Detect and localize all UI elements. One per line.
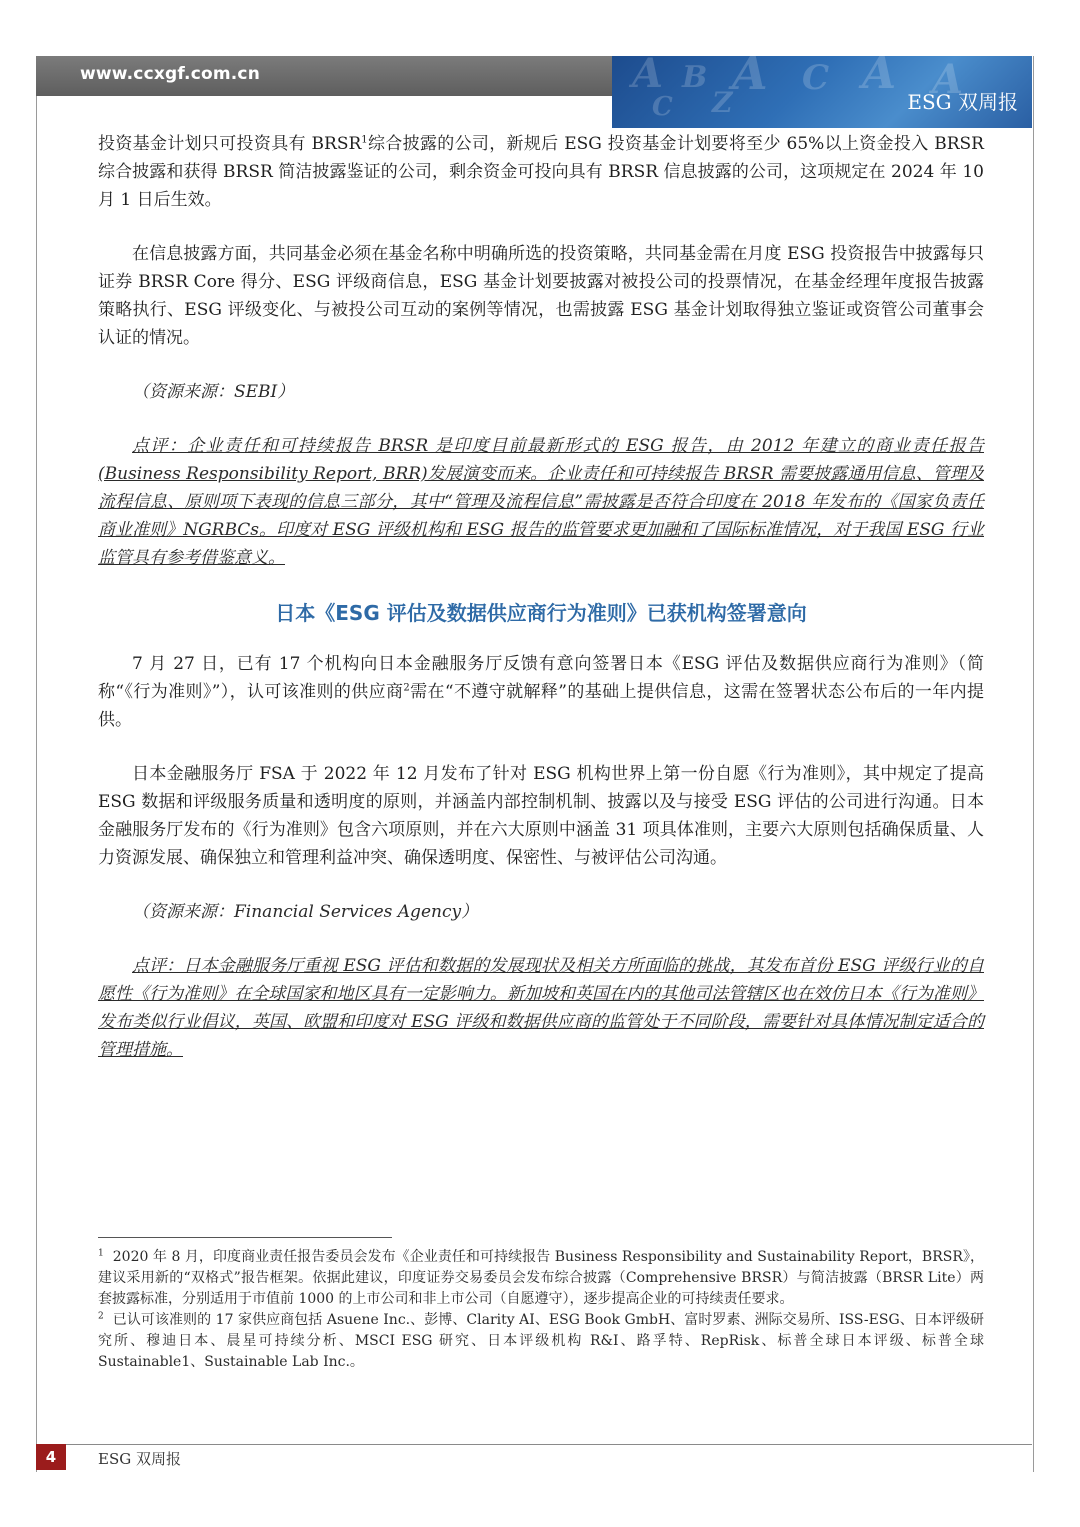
commentary: 点评：企业责任和可持续报告 BRSR 是印度目前最新形式的 ESG 报告，由 2012 年建立的商业责任报告(Business Responsibility Report, BRR)发展演变而来。企业责任和可持续报告 BRSR 需要披露通用信息、管理及流程信息、原则项下表现的信息三部分，其中“管理及流程信息”需披露是否符合印度在 2018 年发布的《国家负责任商业准则》NGRBCs。印度对 ESG 评级机构和 ESG 报告的监管要求更加融和了国际标准情况，对于我国 ESG 行业监管具有参考借鉴意义。 xyxy=(98,436,984,568)
banner-decoration: A xyxy=(632,56,664,97)
body-paragraph: 在信息披露方面，共同基金必须在基金名称中明确所选的投资策略，共同基金需在月度 ESG 投资报告中披露每只证券 BRSR Core 得分、ESG 评级商信息，ESG 基金计划要披露对被投公司的投票情况，在基金经理年度报告披露策略执行、ESG 评级变化、与被投公司互动的案例等情况，也需披露 ESG 基金计划取得独立鉴证或资管公司董事会认证的情况。 xyxy=(98,244,984,348)
footnote-divider xyxy=(98,1237,392,1238)
source-note: （资源来源：SEBI） xyxy=(132,382,295,402)
banner-decoration: C xyxy=(802,58,830,98)
newsletter-title: ESG 双周报 xyxy=(907,90,1018,114)
main-content xyxy=(98,130,984,1090)
footnote-1: $^1$ 2020 年 8 月，印度商业责任报告委员会发布《企业责任和可持续报告 Business Responsibility and Sustainability Report，BRSR》，建议采用新的“双格式”报告框架。依据此建议，印度证券交易委员会发布综合披露（Comprehensive BRSR）与简洁披露（BRSR Lite）两套披露标准，分别适用于市值前 1000 的上市公司和非上市公司（自愿遵守），逐步提高企业的可持续责任要求。 xyxy=(98,1248,985,1307)
section-heading: 日本《ESG 评估及数据供应商行为准则》已获机构签署意向 xyxy=(275,601,807,625)
footer-label: ESG 双周报 xyxy=(98,1450,181,1468)
header-url[interactable]: www.ccxgf.com.cn xyxy=(80,64,261,84)
banner-decoration: A xyxy=(932,56,964,103)
body-paragraph: 日本金融服务厅 FSA 于 2022 年 12 月发布了针对 ESG 机构世界上第一份自愿《行为准则》，其中规定了提高 ESG 数据和评级服务质量和透明度的原则，并涵盖内部控制机制、披露以及与接受 ESG 评估的公司进行沟通。日本金融服务厅发布的《行为准则》包含六项原则，并在六大原则中涵盖 31 项具体准则，主要六大原则包括确保质量、人力资源发展、确保独立和管理利益冲突、确保透明度、保密性、与被评估公司沟通。 xyxy=(98,764,984,868)
body-paragraph: 7 月 27 日，已有 17 个机构向日本金融服务厅反馈有意向签署日本《ESG 评估及数据供应商行为准则》（简称“《行为准则》”），认可该准则的供应商$^2$需在“不遵守就解释”的基础上提供信息，这需在签署状态公布后的一年内提供。 xyxy=(98,654,984,730)
banner-decoration: A xyxy=(862,56,897,99)
banner-decoration: A xyxy=(732,56,768,100)
footnote-2: $^2$ 已认可该准则的 17 家供应商包括 Asuene Inc.、彭博、Clarity AI、ESG Book GmbH、富时罗素、洲际交易所、ISS-ESG、日本评级研究所、穆迪日本、晨星可持续分析、MSCI ESG 研究、日本评级机构 R&I、路孚特、RepRisk、标普全球日本评级、标普全球 Sustainable1、Sustainable Lab Inc.。 xyxy=(98,1311,984,1370)
banner-decoration: B xyxy=(682,60,708,95)
source-note: （资源来源：Financial Services Agency） xyxy=(132,902,479,922)
commentary: 点评：日本金融服务厅重视 ESG 评估和数据的发展现状及相关方所面临的挑战，其发布首份 ESG 评级行业的自愿性《行为准则》在全球国家和地区具有一定影响力。新加坡和英国在内的其他司法管辖区也在效仿日本《行为准则》发布类似行业倡议，英国、欧盟和印度对 ESG 评级和数据供应商的监管处于不同阶段，需要针对具体情况制定适合的管理措施。 xyxy=(98,956,984,1060)
body-paragraph: 投资基金计划只可投资具有 BRSR$^1$综合披露的公司，新规后 ESG 投资基金计划要将至少 65%以上资金投入 BRSR 综合披露和获得 BRSR 简洁披露鉴证的公司，剩余资金可投向具有 BRSR 信息披露的公司，这项规定在 2024 年 10 月 1 日后生效。 xyxy=(98,134,984,210)
footnote-ref-2[interactable]: 2 xyxy=(403,682,410,694)
page-number-badge: 4 xyxy=(36,1444,66,1470)
banner-decoration: Z xyxy=(712,86,733,119)
banner-decoration: C xyxy=(652,92,673,122)
footer-divider xyxy=(36,1444,1032,1445)
footnote-ref-1[interactable]: 1 xyxy=(361,134,368,146)
footnotes xyxy=(98,1247,984,1373)
